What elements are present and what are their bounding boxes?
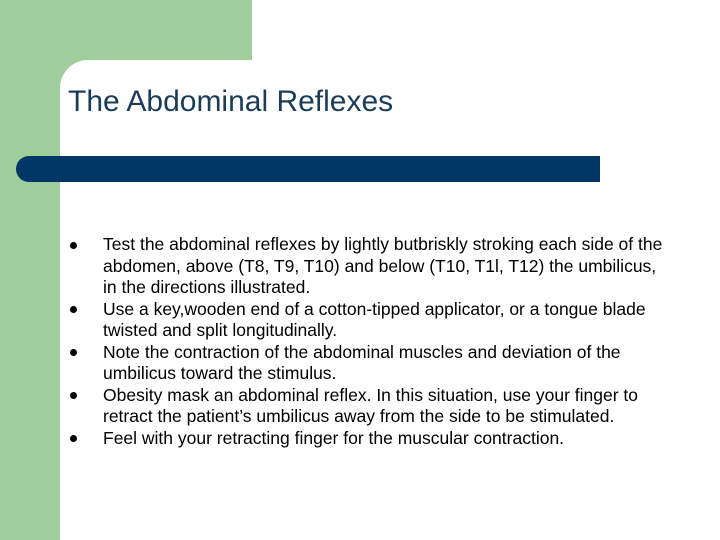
- bullet-list: [70, 234, 670, 449]
- bullet-text: Note the contraction of the abdominal muscles and deviation of the umbilicus toward the stimulus.: [103, 341, 621, 383]
- bullet-text: Test the abdominal reflexes by lightly butbriskly stroking each side of the abdomen, above (T8, T9, T10) and below (T10, T1l, T12) the umbilicus, in the directions illustrated.: [103, 234, 663, 297]
- bullet-item-feel: [70, 428, 670, 450]
- bullet-text: Obesity mask an abdominal reflex. In this situation, use your finger to retract the patient’s umbilicus away from the side to be stimulated.: [103, 384, 638, 426]
- bullet-item-contraction: [70, 342, 670, 385]
- slide-title: The Abdominal Reflexes: [68, 85, 394, 118]
- bullet-dot-icon: [70, 242, 77, 249]
- title-underline-bar: [16, 156, 600, 182]
- bullet-item-obesity: [70, 385, 670, 428]
- bullet-dot-icon: [70, 306, 77, 313]
- bullet-item-stroke-test: [70, 234, 670, 299]
- bullet-text: Use a key,wooden end of a cotton-tipped applicator, or a tongue blade twisted and split longitudinally.: [103, 298, 646, 340]
- bullet-dot-icon: [70, 349, 77, 356]
- bullet-item-instrument: [70, 299, 670, 342]
- bullet-text: Feel with your retracting finger for the muscular contraction.: [103, 427, 565, 448]
- bullet-dot-icon: [70, 392, 77, 399]
- bullet-dot-icon: [70, 435, 77, 442]
